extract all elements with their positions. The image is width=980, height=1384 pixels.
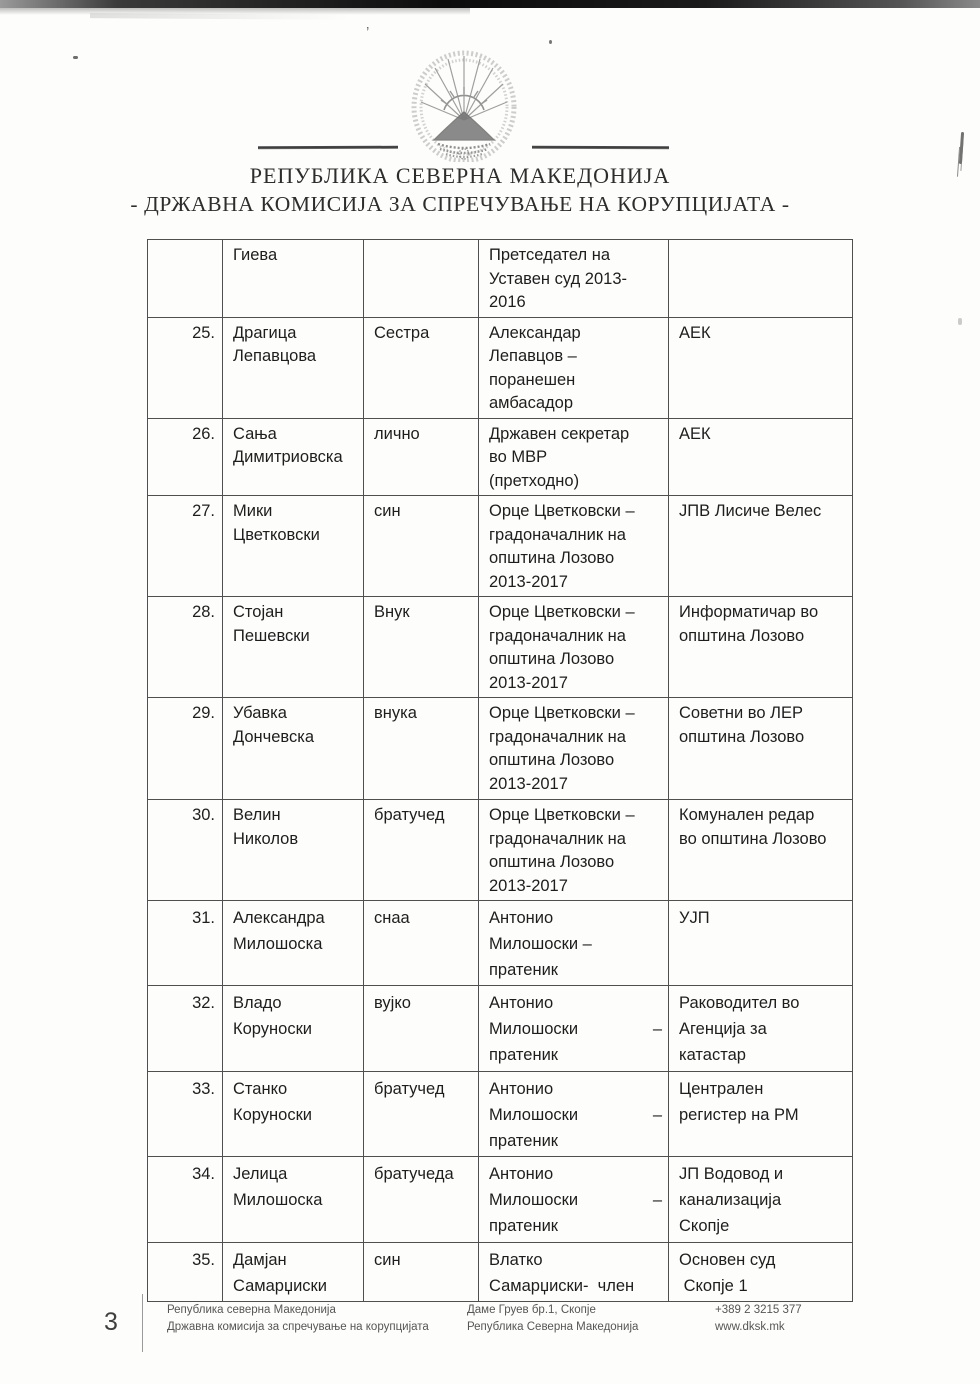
text-line-justified <box>489 1102 662 1128</box>
text-line: градоначалник на <box>489 525 626 544</box>
text-line: канализација <box>679 1191 782 1209</box>
related-official-cell <box>479 419 669 497</box>
text-fragment: – <box>652 1191 662 1209</box>
text-line: АЕК <box>679 424 711 443</box>
text-line: во општина Лозово <box>679 829 827 848</box>
row-number-cell <box>148 597 223 698</box>
text-fragment: Милошоски <box>489 1191 579 1209</box>
text-line: општина Лозово <box>489 853 615 871</box>
text-line: општина Лозово <box>679 727 805 746</box>
institution-cell <box>669 419 853 497</box>
name-cell <box>223 597 364 698</box>
row-number-cell <box>148 1072 223 1157</box>
text-line: 2013-2017 <box>489 876 568 895</box>
institution-cell <box>669 800 853 901</box>
text-fragment: – <box>652 1106 662 1124</box>
relation-cell: братучед <box>364 800 479 901</box>
text-line: регистер на РМ <box>679 1106 799 1124</box>
text-line: Скопје 1 <box>679 1277 748 1295</box>
institution-cell <box>669 986 853 1072</box>
row-number: 25. <box>192 323 215 342</box>
document-subtitle: - ДРЖАВНА КОМИСИЈА ЗА СПРЕЧУВАЊЕ НА КОРУПЦИЈАТА - <box>130 192 790 216</box>
text-line-justified <box>489 1016 662 1042</box>
table-row <box>148 800 853 901</box>
text-line: Димитриовска <box>233 448 343 466</box>
text-line: 2013-2017 <box>489 774 568 793</box>
row-number: 34. <box>192 1165 215 1183</box>
related-official-cell <box>479 240 669 318</box>
ink-speck <box>958 318 962 325</box>
text-line: Самарџиски <box>233 1277 327 1295</box>
footer-org-line2: Државна комисија за спречување на корупцијата <box>167 1320 429 1333</box>
row-number-cell <box>148 986 223 1072</box>
footer-contact <box>715 1302 802 1335</box>
row-number: 35. <box>192 1251 215 1269</box>
row-number-cell <box>148 318 223 419</box>
table-row <box>148 240 853 318</box>
name-cell <box>223 986 364 1072</box>
row-number: 27. <box>192 502 215 520</box>
text-line: 2013-2017 <box>489 673 568 692</box>
text-line: Уставен суд 2013- <box>489 269 627 288</box>
row-number-cell <box>148 800 223 901</box>
related-official-cell <box>479 1157 669 1243</box>
text-line: Советни во ЛЕР <box>679 704 803 722</box>
text-line: Самарџиски- член <box>489 1277 635 1295</box>
text-line: градоначалник на <box>489 727 626 746</box>
text-line: Комунален редар <box>679 806 815 824</box>
text-line: Антонио <box>489 994 554 1012</box>
row-number-cell <box>148 698 223 800</box>
text-line: општина Лозово <box>489 650 615 668</box>
related-official-cell <box>479 901 669 986</box>
row-number: 31. <box>192 909 215 927</box>
row-number: 33. <box>192 1080 215 1098</box>
text-line: Лепавцова <box>233 347 317 365</box>
name-cell <box>223 901 364 986</box>
institution-cell <box>669 1072 853 1157</box>
text-line: Дончевска <box>233 727 315 746</box>
text-line: Претседател на <box>489 246 611 264</box>
text-line: Велин <box>233 806 281 824</box>
text-line: Државен секретар <box>489 424 630 443</box>
text-line: Јелица <box>233 1165 288 1183</box>
text-line: во МВР <box>489 448 548 466</box>
name-cell <box>223 419 364 497</box>
text-line: Стојан <box>233 603 284 621</box>
text-line: Сања <box>233 424 277 443</box>
text-line: Орце Цветковски – <box>489 502 635 520</box>
name-cell <box>223 1243 364 1302</box>
text-line: Станко <box>233 1080 288 1098</box>
related-official-cell <box>479 1243 669 1302</box>
table-row <box>148 1243 853 1302</box>
ink-speck <box>549 40 552 44</box>
table-row <box>148 597 853 698</box>
header-rule-right <box>532 146 669 149</box>
institution-cell <box>669 1157 853 1243</box>
name-cell <box>223 1157 364 1243</box>
related-official-cell <box>479 800 669 901</box>
text-line: Драгица <box>233 323 297 342</box>
institution-cell <box>669 240 853 318</box>
table-row <box>148 1072 853 1157</box>
table-row <box>148 901 853 986</box>
text-line: Орце Цветковски – <box>489 704 635 722</box>
text-fragment: Милошоски <box>489 1106 579 1124</box>
text-line: пратеник <box>489 1217 559 1235</box>
text-line: Антонио <box>489 909 554 927</box>
footer-address-line2: Република Северна Македонија <box>467 1320 639 1333</box>
text-line: општина Лозово <box>489 751 615 769</box>
relation-cell: вујко <box>364 986 479 1072</box>
text-line: Убавка <box>233 704 287 722</box>
relation-cell: внука <box>364 698 479 800</box>
name-cell <box>223 318 364 419</box>
name-cell <box>223 240 364 318</box>
row-number-cell <box>148 496 223 597</box>
text-line: пратеник <box>489 1132 559 1150</box>
text-line: Владо <box>233 994 282 1012</box>
related-official-cell <box>479 1072 669 1157</box>
text-line: Влатко <box>489 1251 543 1269</box>
text-line: (претходно) <box>489 471 580 490</box>
scan-artifact-top-edge <box>0 0 980 8</box>
relation-cell: лично <box>364 419 479 497</box>
relation-cell: братучед <box>364 1072 479 1157</box>
text-line: Мики <box>233 502 273 520</box>
footer-phone: +389 2 3215 377 <box>715 1304 802 1316</box>
text-line: Коруноски <box>233 1020 313 1038</box>
text-line: општина Лозово <box>679 626 805 645</box>
text-line: Александар <box>489 323 581 342</box>
institution-cell <box>669 698 853 800</box>
table-row <box>148 1157 853 1243</box>
text-line: Цветковски <box>233 525 320 544</box>
name-cell <box>223 800 364 901</box>
text-line: Милошоска <box>233 935 323 953</box>
institution-cell <box>669 1243 853 1302</box>
footer-address <box>467 1302 638 1335</box>
row-number: 28. <box>192 603 215 621</box>
pen-mark-right-margin <box>959 132 964 164</box>
row-number-cell <box>148 1243 223 1302</box>
relation-cell: братучеда <box>364 1157 479 1243</box>
text-line: АЕК <box>679 323 711 342</box>
text-line: пратеник <box>489 961 559 979</box>
footer-website: www.dksk.mk <box>715 1320 785 1333</box>
table-row <box>148 698 853 800</box>
text-line: катастар <box>679 1046 746 1064</box>
table-row <box>148 318 853 419</box>
text-fragment: – <box>652 1020 662 1038</box>
text-fragment: Милошоски <box>489 1020 579 1038</box>
related-official-cell <box>479 986 669 1072</box>
related-official-cell <box>479 597 669 698</box>
table-row <box>148 419 853 497</box>
row-number: 30. <box>192 806 215 824</box>
header-rule-left <box>258 146 398 149</box>
text-line: амбасадор <box>489 394 573 412</box>
text-line: Раководител во <box>679 994 800 1012</box>
footer-divider <box>142 1294 143 1352</box>
related-official-cell <box>479 318 669 419</box>
footer-organization <box>167 1302 429 1335</box>
footer-org-line1: Република северна Македонија <box>167 1304 336 1316</box>
ink-speck: ’ <box>366 24 370 41</box>
related-official-cell <box>479 496 669 597</box>
text-line: Агенција за <box>679 1020 767 1038</box>
text-line: пратеник <box>489 1046 559 1064</box>
row-number: 32. <box>192 994 215 1012</box>
officials-relations-table <box>147 239 853 1302</box>
institution-cell <box>669 901 853 986</box>
text-line: Дамјан <box>233 1251 287 1269</box>
text-line: Основен суд <box>679 1251 776 1269</box>
text-line: Лепавцов – <box>489 347 577 365</box>
row-number-cell <box>148 419 223 497</box>
page-number: 3 <box>104 1308 118 1336</box>
text-line: општина Лозово <box>489 549 615 567</box>
document-title: РЕПУБЛИКА СЕВЕРНА МАКЕДОНИЈА <box>249 163 671 188</box>
footer-address-line1: Даме Груев бр.1, Скопје <box>467 1304 596 1316</box>
text-line: Александра <box>233 909 325 927</box>
table-row <box>148 986 853 1072</box>
institution-cell <box>669 496 853 597</box>
relation-cell: Сестра <box>364 318 479 419</box>
text-line: поранешен <box>489 370 576 389</box>
text-line: УЈП <box>679 909 710 927</box>
related-official-cell <box>479 698 669 800</box>
text-line: Николов <box>233 829 299 848</box>
text-line: Антонио <box>489 1080 554 1098</box>
scan-artifact-smudge <box>90 13 350 20</box>
text-line: Милошоски – <box>489 935 592 953</box>
row-number: 26. <box>192 424 215 443</box>
ink-speck <box>73 56 78 59</box>
relation-cell <box>364 240 479 318</box>
relation-cell: Внук <box>364 597 479 698</box>
text-line: Скопје <box>679 1217 730 1235</box>
text-line: Коруноски <box>233 1106 313 1124</box>
text-line: Орце Цветковски – <box>489 806 635 824</box>
text-line: Централен <box>679 1080 764 1098</box>
name-cell <box>223 1072 364 1157</box>
text-line: ЈПВ Лисиче Велес <box>679 502 822 520</box>
text-line: ЈП Водовод и <box>679 1165 784 1183</box>
institution-cell <box>669 597 853 698</box>
text-line: Пешевски <box>233 626 310 645</box>
relation-cell: син <box>364 1243 479 1302</box>
text-line: градоначалник на <box>489 829 626 848</box>
text-line: Орце Цветковски – <box>489 603 635 621</box>
text-line: 2016 <box>489 293 526 311</box>
relation-cell: снаа <box>364 901 479 986</box>
text-line: Гиева <box>233 246 278 264</box>
table-row <box>148 496 853 597</box>
row-number-cell <box>148 240 223 318</box>
text-line: градоначалник на <box>489 626 626 645</box>
text-line-justified <box>489 1187 662 1213</box>
relation-cell: син <box>364 496 479 597</box>
row-number-cell <box>148 1157 223 1243</box>
name-cell <box>223 496 364 597</box>
row-number: 29. <box>192 704 215 722</box>
text-line: Милошоска <box>233 1191 323 1209</box>
text-line: 2013-2017 <box>489 572 568 591</box>
name-cell <box>223 698 364 800</box>
text-line: Информатичар во <box>679 603 819 621</box>
coat-of-arms-icon <box>408 48 520 162</box>
row-number-cell <box>148 901 223 986</box>
text-line: Антонио <box>489 1165 554 1183</box>
institution-cell <box>669 318 853 419</box>
